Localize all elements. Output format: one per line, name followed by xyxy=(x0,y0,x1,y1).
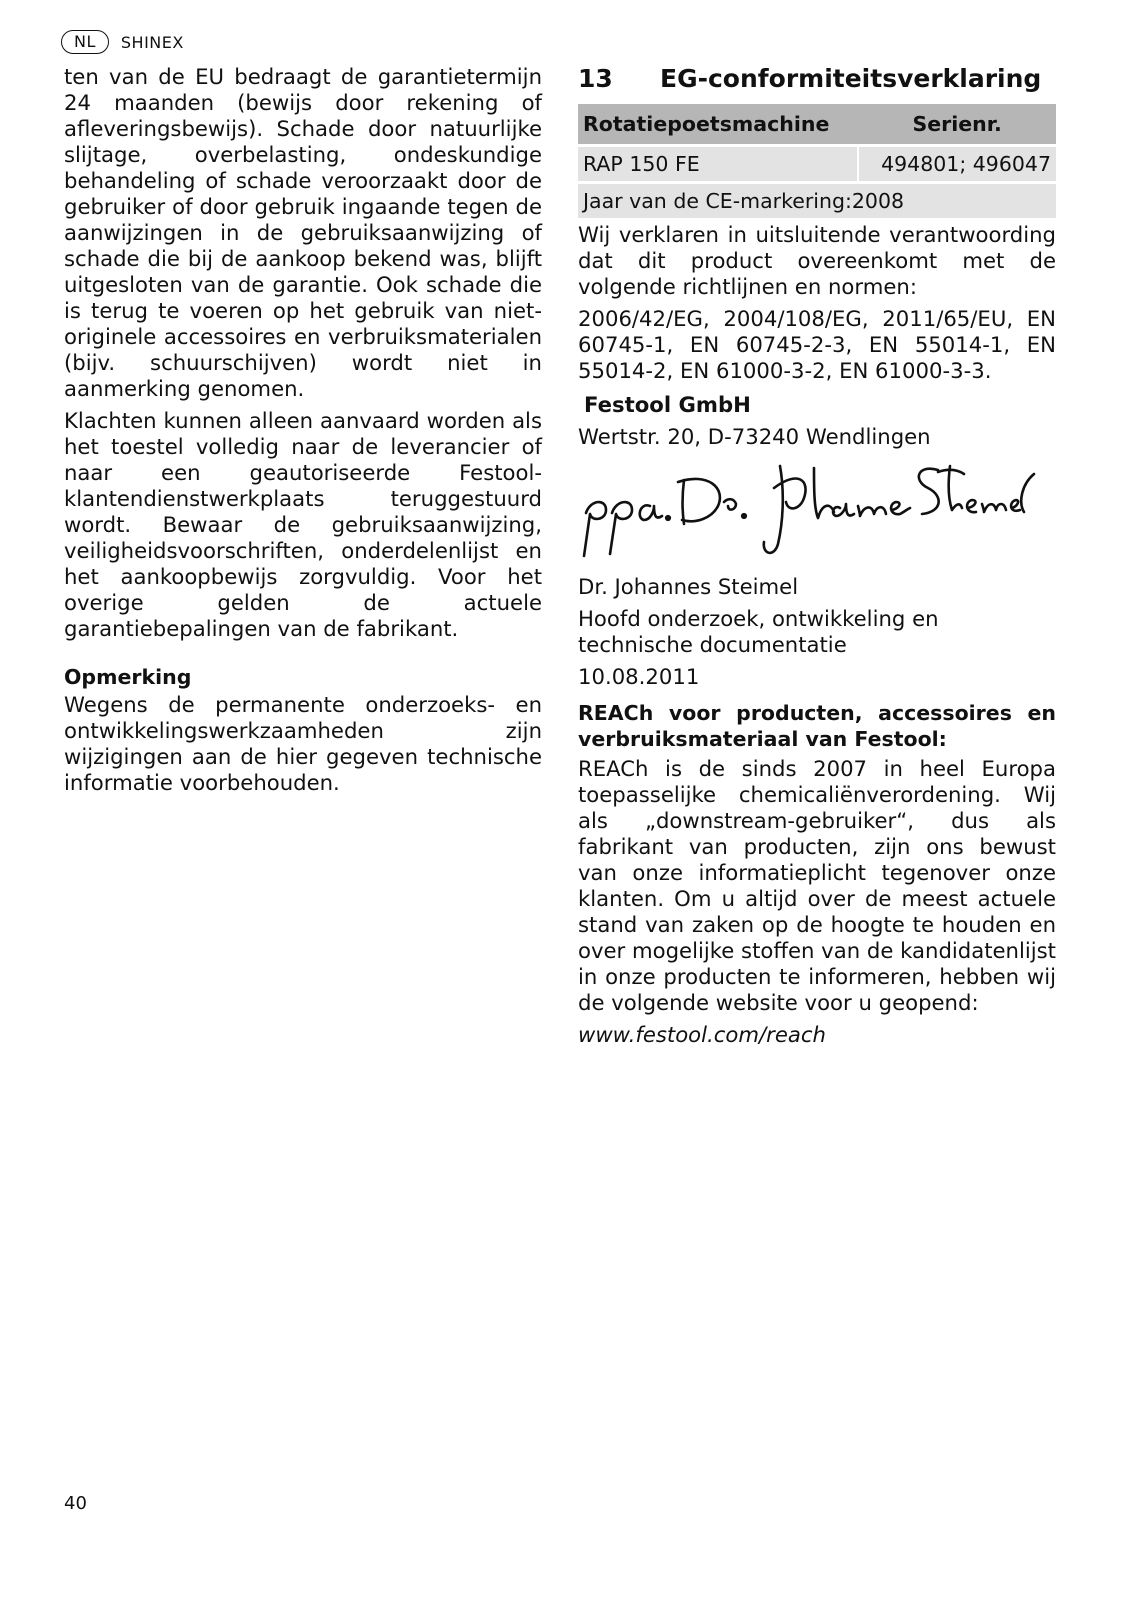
table-header-machine: Rotatiepoetsmachine xyxy=(578,104,858,146)
complaints-paragraph: Klachten kunnen alleen aanvaard worden als het toestel volledig naar de leverancier of naar een geautoriseerde Festool-klantendienstwerkplaats teruggestuurd wordt. Bewaar de gebruiksaanwijzing, veiligheidsvoorschriften, onderdelenlijst en het aankoopbewijs zorgvuldig. Voor het overige gelden de actuele garantiebepalingen van de fabrikant. xyxy=(64,408,542,641)
table-row xyxy=(578,183,1056,219)
reach-text: REACh is de sinds 2007 in heel Europa toepasselijke chemicaliënverordening. Wij als „downstream-gebruiker“, dus als fabrikant van producten, zijn ons bewust van onze informatieplicht tegenover onze klanten. Om u altijd over de meest actuele stand van zaken op de hoogte te houden en over mogelijke stoffen van de kandidatenlijst in onze producten te informeren, hebben wij de volgende website voor u geopend: xyxy=(578,756,1056,1015)
warranty-paragraph: ten van de EU bedraagt de garantietermijn 24 maanden (bewijs door rekening of afleveringsbewijs). Schade door natuurlijke slijtage, overbelasting, ondeskundige behandeling of schade veroorzaakt door de gebruiker of door gebruik ingaande tegen de aanwijzingen in de gebruiksaanwijzing of schade die bij de aankoop bekend was, blijft uitgesloten van de garantie. Ook schade die is terug te voeren op het gebruik van niet-originele accessoires en verbruiksmaterialen (bijv. schuurschijven) wordt niet in aanmerking genomen. xyxy=(64,64,542,401)
ce-year-label: Jaar van de CE-markering: xyxy=(583,189,852,213)
left-column xyxy=(64,64,542,802)
section-heading xyxy=(578,64,1056,94)
ce-year-cell xyxy=(578,183,1056,219)
reach-url: www.festool.com/reach xyxy=(578,1022,826,1047)
note-paragraph: Wegens de permanente onderzoeks- en ontwikkelingswerkzaamheden zijn wijzigingen aan de hier gegeven technische informatie voorbehouden. xyxy=(64,692,542,795)
page-header xyxy=(61,30,184,54)
language-badge: NL xyxy=(61,30,109,54)
signer-name: Dr. Johannes Steimel xyxy=(578,574,799,599)
model-cell: RAP 150 FE xyxy=(578,146,858,183)
table-row xyxy=(578,146,1056,183)
section-number: 13 xyxy=(578,64,613,93)
serial-cell: 494801; 496047 xyxy=(858,146,1056,183)
right-column xyxy=(578,64,1056,1048)
ce-year-value: 2008 xyxy=(851,189,905,213)
section-title: EG-conformiteitsverklaring xyxy=(660,64,1042,93)
signature-image xyxy=(578,458,1038,570)
conformity-table xyxy=(578,104,1056,218)
signer-title: Hoofd onderzoek, ontwikkeling en technische documentatie xyxy=(578,606,939,657)
table-header-row xyxy=(578,104,1056,146)
company-address: Wertstr. 20, D-73240 Wendlingen xyxy=(578,424,931,449)
standards-text: 2006/42/EG, 2004/108/EG, 2011/65/EU, EN 60745-1, EN 60745-2-3, EN 55014-1, EN 55014-2, EN 61000-3-2, EN 61000-3-3. xyxy=(578,306,1056,383)
declaration-text: Wij verklaren in uitsluitende verantwoording dat dit product overeenkomt met de volgende richtlijnen en normen: xyxy=(578,222,1056,299)
declaration-date: 10.08.2011 xyxy=(578,664,700,689)
page-number: 40 xyxy=(64,1493,87,1514)
product-name: SHINEX xyxy=(120,32,184,52)
note-heading: Opmerking xyxy=(64,665,192,689)
reach-heading: REACh voor producten, accessoires en verbruiksmateriaal van Festool: xyxy=(578,701,1056,751)
company-name: Festool GmbH xyxy=(584,392,751,417)
table-header-serial: Serienr. xyxy=(858,104,1056,146)
